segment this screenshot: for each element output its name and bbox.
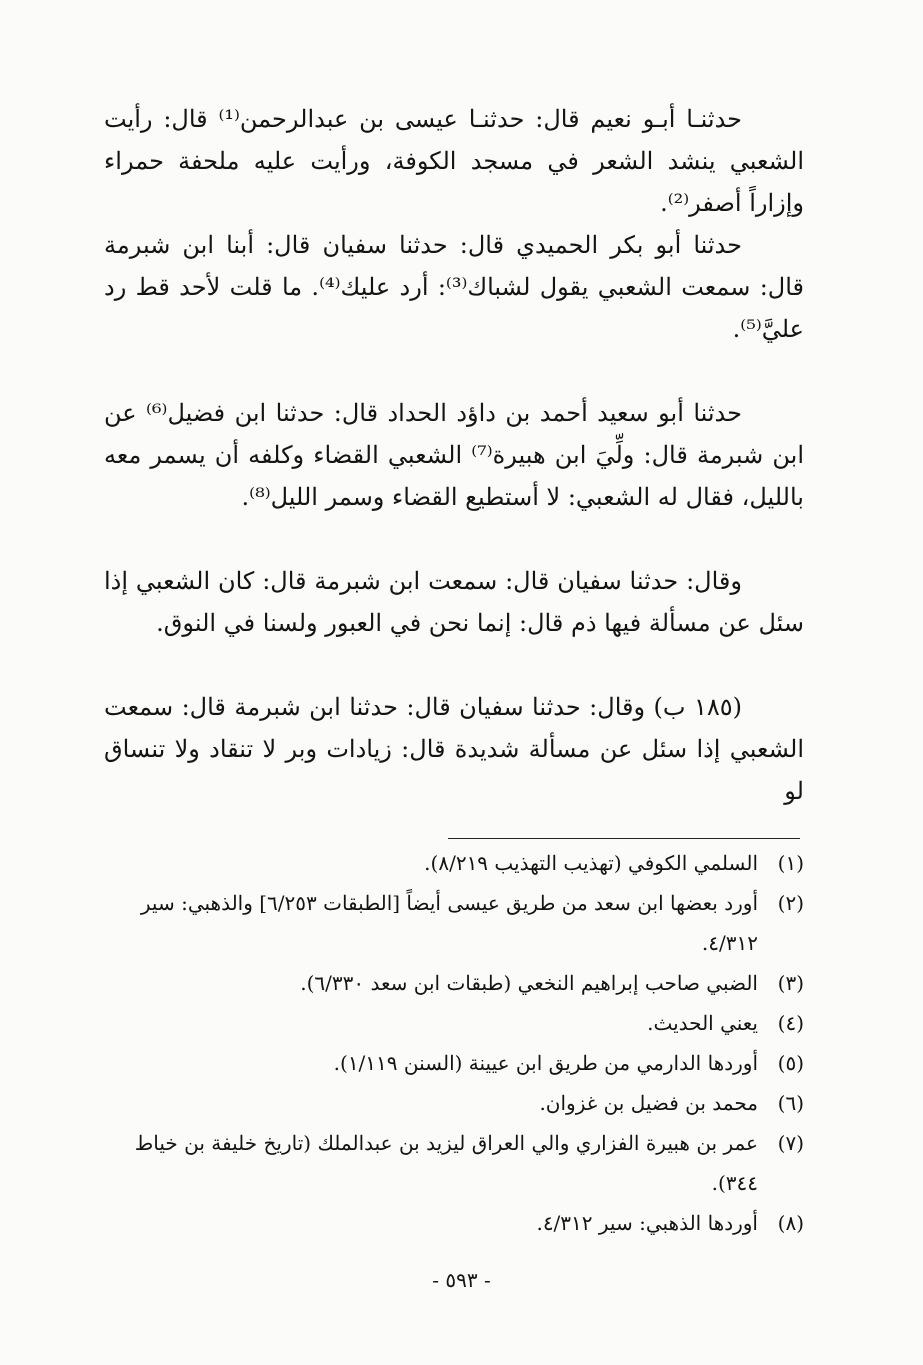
footnote-number: (٧) [777,1131,804,1155]
paragraph: حدثنا أبو بكر الحميدي قال: حدثنا سفيان قال: أبنا ابن شبرمة قال: سمعت الشعبي يقول لشباك⁽³⁾: أرد عليك⁽⁴⁾. ما قلت لأحد قط رد عليَّ⁽⁵⁾. [104,231,805,343]
footnote-number: (٢) [777,891,804,915]
footnote-text: محمد بن فضيل بن غزوان. [539,1091,758,1115]
footnote-number: (٥) [777,1051,804,1075]
paragraph: حدثنا أبو سعيد أحمد بن داؤد الحداد قال: حدثنا ابن فضيل⁽⁶⁾ عن ابن شبرمة قال: ولِّيَ ابن هبيرة⁽⁷⁾ الشعبي القضاء وكلفه أن يسمر معه بالليل، فقال له الشعبي: لا أستطيع القضاء وسمر الليل⁽⁸⁾. [104,399,805,511]
footnote-number: (٤) [777,1011,804,1035]
footnote-item [100,1203,804,1243]
footnote-number: (٨) [777,1211,804,1235]
paragraph: (١٨٥ ب) وقال: حدثنا سفيان قال: حدثنا ابن شبرمة قال: سمعت الشعبي إذا سئل عن مسألة شديدة قال: زيادات وبر لا تنقاد ولا تنساق لو [104,693,804,805]
footnote-item [100,1083,804,1123]
paragraph: وقال: حدثنا سفيان قال: سمعت ابن شبرمة قال: كان الشعبي إذا سئل عن مسألة فيها ذم قال: إنما نحن في العبور ولسنا في النوق. [104,567,804,637]
footnote-text: أوردها الذهبي: سير ٤/٣١٢. [536,1211,758,1235]
paragraph-gap [104,350,804,392]
footnote-text: يعني الحديث. [647,1011,758,1035]
footnote-number: (١) [777,851,804,875]
paragraph: حدثنـا أبـو نعيم قال: حدثنـا عيسى بن عبدالرحمن⁽¹⁾ قال: رأيت الشعبي ينشد الشعر في مسجد الكوفة، ورأيت عليه ملحفة حمراء وإزاراً أصفر⁽²⁾. [104,105,804,217]
footnote-number: (٦) [777,1091,804,1115]
footnote-number: (٣) [777,971,804,995]
footnotes-list [100,843,804,1243]
footnote-item [100,843,804,883]
paragraph-gap [104,518,804,560]
footnote-text: أوردها الدارمي من طريق ابن عيينة (السنن ١/١١٩). [333,1051,758,1075]
footnote-text: السلمي الكوفي (تهذيب التهذيب ٨/٢١٩). [424,851,758,875]
main-text [104,98,804,812]
footnote-text: الضبي صاحب إبراهيم النخعي (طبقات ابن سعد ٦/٣٣٠). [300,971,758,995]
footnote-item [100,963,804,1003]
footnote-item [100,1123,804,1203]
footnote-item [100,883,804,963]
footnote-separator [448,838,800,839]
paragraph-gap [104,644,804,686]
footnote-item [100,1043,804,1083]
footnote-text: عمر بن هبيرة الفزاري والي العراق ليزيد بن عبدالملك (تاريخ خليفة بن خياط ٣٤٤). [134,1131,758,1195]
page-number: - ٥٩٣ - [432,1268,491,1292]
footnote-text: أورد بعضها ابن سعد من طريق عيسى أيضاً [الطبقات ٦/٢٥٣] والذهبي: سير ٤/٣١٢. [140,891,758,955]
footnote-item [100,1003,804,1043]
